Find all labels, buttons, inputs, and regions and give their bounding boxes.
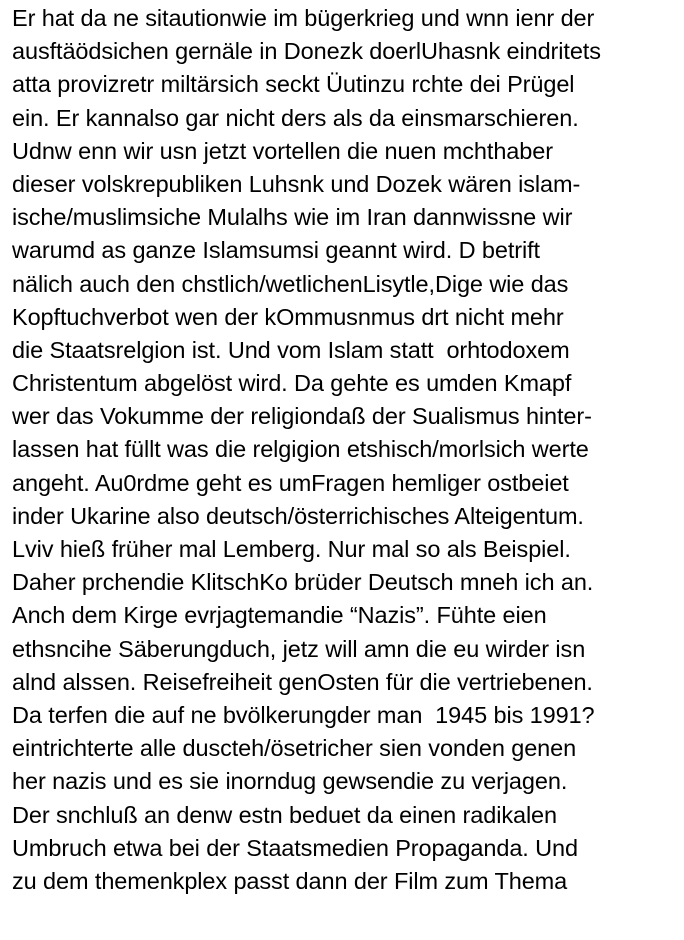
body-text — [12, 2, 680, 898]
text-line-5: Udnw enn wir usn jetzt vortellen die nuen mchthaber — [12, 137, 553, 164]
text-line-4: ein. Er kannalso gar nicht ders als da einsmarschieren. — [12, 104, 579, 131]
text-line-27: zu dem themenkplex passt dann der Film zum Thema — [12, 867, 568, 894]
text-line-23: eintrichterte alle duscteh/ösetricher sien vonden genen — [12, 735, 577, 762]
text-line-8: warumd as ganze Islamsumsi geannt wird. D betrift — [12, 237, 540, 264]
text-line-18: Daher prchendie KlitschKo brüder Deutsch mneh ich an. — [12, 569, 594, 596]
text-line-13: wer das Vokumme der religiondaß der Sualismus hinter- — [12, 403, 592, 430]
text-line-10: Kopftuchverbot wen der kOmmusnmus drt nicht mehr — [12, 303, 564, 330]
text-line-1: Er hat da ne sitautionwie im bügerkrieg und wnn ienr der — [12, 5, 595, 31]
text-line-21: alnd alssen. Reisefreiheit genOsten für die vertriebenen. — [12, 668, 593, 695]
text-line-11: die Staatsrelgion ist. Und vom Islam statt orhtodoxem — [12, 336, 570, 363]
text-line-20: ethsncihe Säberungduch, jetz will amn die eu wirder isn — [12, 635, 586, 662]
text-line-12: Christentum abgelöst wird. Da gehte es umden Kmapf — [12, 370, 572, 397]
text-line-14: lassen hat füllt was die relgigion etshisch/morlsich werte — [12, 436, 589, 463]
text-line-6: dieser volskrepubliken Luhsnk und Dozek wären islam- — [12, 170, 581, 197]
text-line-3: atta provizretr miltärsich seckt Üutinzu rchte dei Prügel — [12, 71, 575, 98]
text-line-22: Da terfen die auf ne bvölkerungder man 1945 bis 1991? — [12, 701, 595, 728]
text-line-16: inder Ukarine also deutsch/österrichisches Alteigentum. — [12, 502, 584, 529]
text-line-7: ische/muslimsiche Mulalhs wie im Iran dannwissne wir — [12, 204, 573, 231]
text-line-19: Anch dem Kirge evrjagtemandie “Nazis”. Fühte eien — [12, 602, 547, 629]
text-line-15: angeht. Au0rdme geht es umFragen hemliger ostbeiet — [12, 469, 569, 496]
text-line-26: Umbruch etwa bei der Staatsmedien Propaganda. Und — [12, 834, 578, 861]
text-line-9: nälich auch den chstlich/wetlichenLisytle,Dige wie das — [12, 270, 569, 297]
text-line-2: ausftäödsichen gernäle in Donezk doerlUhasnk eindritets — [12, 38, 601, 65]
text-line-24: her nazis und es sie inorndug gewsendie zu verjagen. — [12, 768, 568, 795]
text-line-17: Lviv hieß früher mal Lemberg. Nur mal so als Beispiel. — [12, 536, 571, 562]
text-line-25: Der snchluß an denw estn beduet da einen radikalen — [12, 801, 558, 828]
